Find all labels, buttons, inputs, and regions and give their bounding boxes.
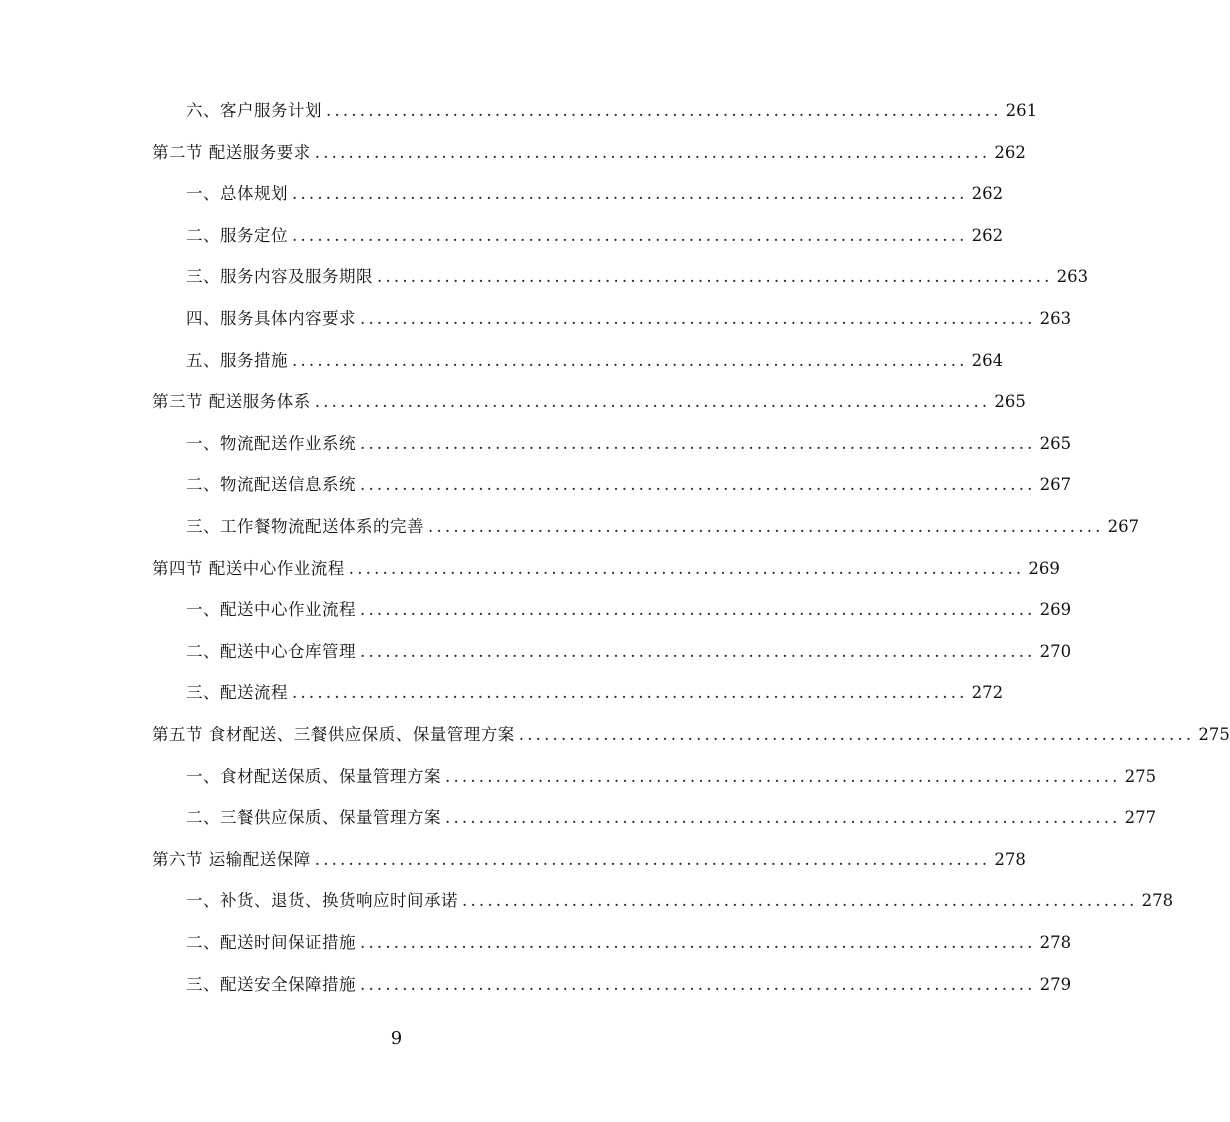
toc-entry-label: 二、服务定位 xyxy=(186,225,288,245)
toc-dot-leader: ................................................................................ xyxy=(348,558,1025,578)
toc-entry-page: 263 xyxy=(1039,309,1072,328)
toc-dot-leader: ................................................................................ xyxy=(292,225,968,245)
toc-subsection-entry[interactable] xyxy=(186,678,1004,708)
toc-entry-label: 一、食材配送保质、保量管理方案 xyxy=(186,766,441,786)
toc-dot-leader: ................................................................................ xyxy=(292,350,968,370)
toc-entry-label: 三、配送安全保障措施 xyxy=(186,974,356,994)
toc-dot-leader: ................................................................................ xyxy=(326,101,1002,120)
toc-dot-leader: ................................................................................ xyxy=(360,600,1036,620)
toc-dot-leader: ................................................................................ xyxy=(518,725,1195,744)
toc-dot-leader: ................................................................................ xyxy=(360,974,1036,994)
page-number: 9 xyxy=(390,1028,403,1049)
toc-entry-page: 262 xyxy=(971,184,1004,204)
toc-dot-leader: ................................................................................ xyxy=(445,766,1121,786)
toc-entry-page: 278 xyxy=(1039,933,1072,952)
toc-entry-label: 五、服务措施 xyxy=(186,350,288,370)
toc-subsection-entry[interactable] xyxy=(186,886,1174,916)
toc-entry-page: 269 xyxy=(1039,600,1072,620)
toc-entry-label: 二、物流配送信息系统 xyxy=(186,475,356,495)
toc-entry-label: 三、配送流程 xyxy=(186,683,288,703)
toc-subsection-entry[interactable] xyxy=(186,470,1072,500)
toc-section-entry[interactable] xyxy=(152,554,1060,584)
toc-entry-page: 264 xyxy=(971,350,1004,370)
toc-entry-label: 一、配送中心作业流程 xyxy=(186,600,356,620)
toc-subsection-entry[interactable] xyxy=(186,970,1072,1000)
toc-entry-label: 三、服务内容及服务期限 xyxy=(186,267,373,287)
toc-entry-page: 270 xyxy=(1039,641,1072,661)
toc-entry-page: 262 xyxy=(994,142,1026,162)
toc-entry-label: 第六节 运输配送保障 xyxy=(152,849,311,869)
toc-entry-label: 二、三餐供应保质、保量管理方案 xyxy=(186,808,441,828)
toc-subsection-entry[interactable] xyxy=(186,512,1140,542)
toc-subsection-entry[interactable] xyxy=(186,262,1089,292)
toc-dot-leader: ................................................................................ xyxy=(314,142,991,162)
toc-entry-label: 二、配送中心仓库管理 xyxy=(186,641,356,661)
toc-dot-leader: ................................................................................ xyxy=(292,184,968,204)
toc-dot-leader: ................................................................................ xyxy=(314,849,991,869)
toc-entry-label: 六、客户服务计划 xyxy=(186,101,322,120)
toc-subsection-entry[interactable] xyxy=(186,96,1038,126)
toc-subsection-entry[interactable] xyxy=(186,304,1072,334)
toc-dot-leader: ................................................................................ xyxy=(445,808,1121,828)
toc-entry-page: 263 xyxy=(1056,267,1089,287)
toc-subsection-entry[interactable] xyxy=(186,762,1157,792)
toc-subsection-entry[interactable] xyxy=(186,928,1072,958)
toc-entry-page: 275 xyxy=(1124,766,1157,786)
toc-entry-label: 一、补货、退货、换货响应时间承诺 xyxy=(186,891,458,911)
toc-entry-page: 275 xyxy=(1198,725,1230,744)
toc-subsection-entry[interactable] xyxy=(186,803,1157,833)
toc-entry-label: 一、总体规划 xyxy=(186,184,288,204)
toc-entry-page: 279 xyxy=(1039,974,1072,994)
toc-subsection-entry[interactable] xyxy=(186,429,1072,459)
toc-subsection-entry[interactable] xyxy=(186,221,1004,251)
toc-subsection-entry[interactable] xyxy=(186,179,1004,209)
toc-section-entry[interactable] xyxy=(152,138,1026,168)
toc-subsection-entry[interactable] xyxy=(186,346,1004,376)
toc-dot-leader: ................................................................................ xyxy=(428,517,1104,536)
toc-entry-page: 267 xyxy=(1107,517,1140,536)
toc-subsection-entry[interactable] xyxy=(186,637,1072,667)
toc-entry-page: 267 xyxy=(1039,475,1072,495)
toc-entry-page: 278 xyxy=(994,849,1026,869)
toc-entry-page: 272 xyxy=(971,683,1004,703)
toc-entry-label: 四、服务具体内容要求 xyxy=(186,309,356,328)
toc-entry-label: 三、工作餐物流配送体系的完善 xyxy=(186,517,424,536)
toc-entry-label: 二、配送时间保证措施 xyxy=(186,933,356,952)
toc-entry-label: 第四节 配送中心作业流程 xyxy=(152,558,345,578)
toc-entry-page: 269 xyxy=(1028,558,1060,578)
toc-dot-leader: ................................................................................ xyxy=(292,683,968,703)
toc-entry-page: 265 xyxy=(1039,433,1072,453)
toc-dot-leader: ................................................................................ xyxy=(377,267,1053,287)
toc-dot-leader: ................................................................................ xyxy=(360,309,1036,328)
toc-dot-leader: ................................................................................ xyxy=(360,475,1036,495)
toc-entry-page: 261 xyxy=(1005,101,1038,120)
toc-entry-label: 一、物流配送作业系统 xyxy=(186,433,356,453)
toc-section-entry[interactable] xyxy=(152,387,1026,417)
toc-dot-leader: ................................................................................ xyxy=(360,641,1036,661)
toc-section-entry[interactable] xyxy=(152,720,1230,750)
toc-entry-label: 第五节 食材配送、三餐供应保质、保量管理方案 xyxy=(152,725,515,744)
toc-dot-leader: ................................................................................ xyxy=(314,392,991,412)
toc-entry-label: 第二节 配送服务要求 xyxy=(152,142,311,162)
toc-subsection-entry[interactable] xyxy=(186,595,1072,625)
toc-dot-leader: ................................................................................ xyxy=(462,891,1138,911)
toc-dot-leader: ................................................................................ xyxy=(360,933,1036,952)
toc-entry-page: 277 xyxy=(1124,808,1157,828)
toc-section-entry[interactable] xyxy=(152,845,1026,875)
toc-entry-label: 第三节 配送服务体系 xyxy=(152,392,311,412)
toc-entry-page: 262 xyxy=(971,225,1004,245)
toc-entry-page: 278 xyxy=(1141,891,1174,911)
toc-dot-leader: ................................................................................ xyxy=(360,433,1036,453)
toc-entry-page: 265 xyxy=(994,392,1026,412)
